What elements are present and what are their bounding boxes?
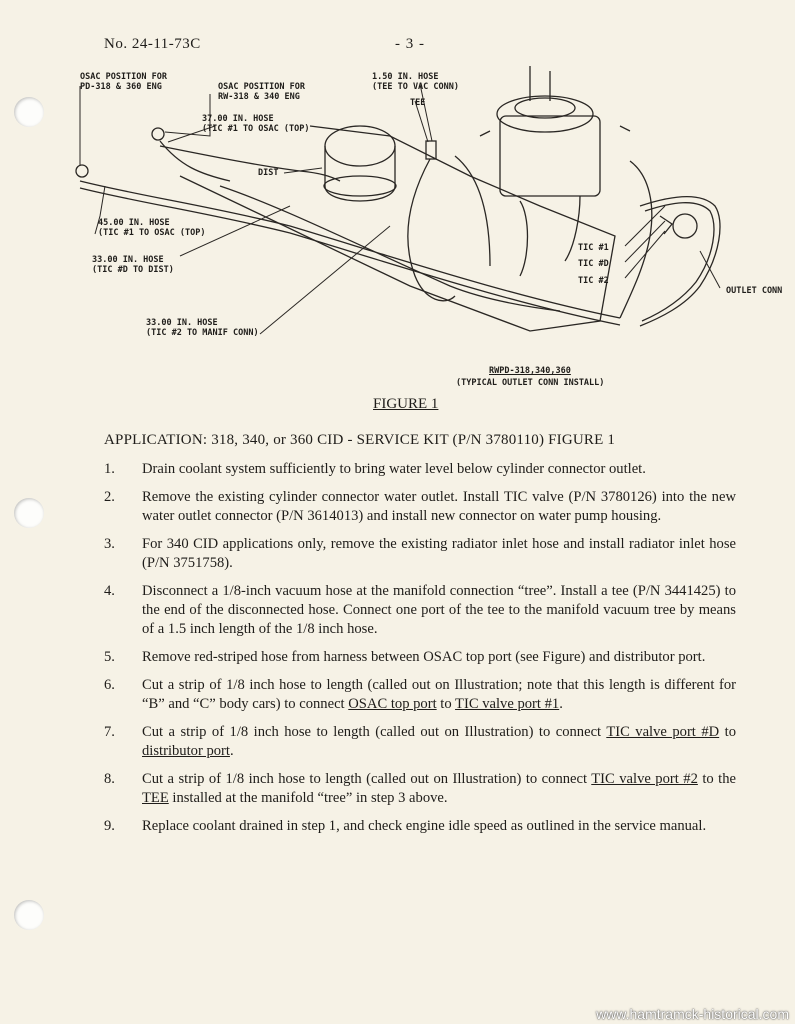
- valve-cover: [220, 186, 560, 311]
- binder-hole-middle: [14, 498, 44, 528]
- binder-hole-bottom: [14, 900, 44, 930]
- callout-hose-45: 45.00 IN. HOSE (TIC #1 TO OSAC (TOP): [98, 218, 206, 238]
- step-text-segment: .: [229, 743, 234, 759]
- callout-hose-33-manif: 33.00 IN. HOSE (TIC #2 TO MANIF CONN): [146, 318, 259, 338]
- step-text: Replace coolant drained in step 1, and check engine idle speed as outlined in the service manual.: [142, 818, 707, 834]
- step-number: 5.: [104, 649, 115, 665]
- underlined-term: OSAC top port: [348, 696, 437, 712]
- site-watermark: www.hamtramck-historical.com: [596, 1006, 789, 1022]
- step-number: 8.: [104, 771, 115, 787]
- procedure-steps: [104, 460, 736, 845]
- procedure-step: [104, 535, 736, 573]
- callout-tic-d: TIC #D: [578, 259, 609, 269]
- outlet-connector: [620, 161, 720, 326]
- step-number: 6.: [104, 677, 115, 693]
- procedure-step: [104, 582, 736, 639]
- step-text-segment: Cut a strip of 1/8 inch hose to length (called out on Illustration) to connect: [142, 771, 592, 787]
- step-text: Drain coolant system sufficiently to bring water level below cylinder connector outlet.: [142, 461, 646, 477]
- underlined-term: TIC valve port #1: [455, 696, 560, 712]
- step-text-segment: installed at the manifold “tree” in step 3 above.: [168, 790, 448, 806]
- callout-outlet-conn: OUTLET CONN: [726, 286, 783, 296]
- step-text: Disconnect a 1/8-inch vacuum hose at the manifold connection “tree”. Install a tee (P/N 3441425) to the end of the disconnected hose. Connect one port of the tee to the manifold vacuum tree by means of a 1.5 inch length of the 1/8 inch hose.: [142, 583, 736, 637]
- callout-tee: TEE: [410, 98, 426, 108]
- step-text-segment: Cut a strip of 1/8 inch hose to length (called out on Illustration) to connect: [142, 724, 607, 740]
- underlined-term: TIC valve port #D: [606, 724, 720, 740]
- procedure-step: [104, 460, 736, 479]
- binder-hole-top: [14, 97, 44, 127]
- page-number: - 3 -: [395, 36, 425, 52]
- callout-tic-1: TIC #1: [578, 243, 609, 253]
- step-number: 4.: [104, 583, 115, 599]
- step-number: 9.: [104, 818, 115, 834]
- step-text-segment: to: [719, 724, 736, 740]
- underlined-term: TEE: [142, 790, 169, 806]
- callout-hose-150: 1.50 IN. HOSE (TEE TO VAC CONN): [372, 72, 459, 92]
- underlined-term: TIC valve port #2: [591, 771, 698, 787]
- step-text-segment: to: [436, 696, 456, 712]
- carburetor: [480, 66, 630, 196]
- step-number: 7.: [104, 724, 115, 740]
- procedure-step: [104, 723, 736, 761]
- step-number: 3.: [104, 536, 115, 552]
- distributor: [324, 126, 396, 201]
- application-heading: APPLICATION: 318, 340, or 360 CID - SERVICE KIT (P/N 3780110) FIGURE 1: [104, 432, 616, 448]
- underlined-term: distributor port: [142, 743, 230, 759]
- callout-hose-37: 37.00 IN. HOSE (TIC #1 TO OSAC (TOP): [202, 114, 310, 134]
- procedure-step: [104, 676, 736, 714]
- document-number: No. 24-11-73C: [104, 36, 201, 52]
- procedure-step: [104, 488, 736, 526]
- callout-osac-rw: OSAC POSITION FOR RW-318 & 340 ENG: [218, 82, 305, 102]
- callout-dist: DIST: [258, 168, 279, 178]
- hose-harness: [80, 181, 620, 318]
- figure-caption-model: RWPD-318,340,360: [489, 366, 571, 376]
- step-text: [142, 770, 736, 808]
- engine-block-outline: [180, 126, 615, 331]
- step-text: [142, 676, 736, 714]
- step-text: Remove red-striped hose from harness between OSAC top port (see Figure) and distributor port.: [142, 649, 706, 665]
- callout-osac-pd: OSAC POSITION FOR PD-318 & 360 ENG: [80, 72, 167, 92]
- step-number: 2.: [104, 489, 115, 505]
- step-text-segment: Cut a strip of 1/8 inch hose to length (called out on Illustration; note that this length is different for “B” and “C” body cars) to connect: [142, 677, 736, 712]
- step-number: 1.: [104, 461, 115, 477]
- procedure-step: [104, 648, 736, 667]
- callout-tic-2: TIC #2: [578, 276, 609, 286]
- step-text: Remove the existing cylinder connector water outlet. Install TIC valve (P/N 3780126) into the new water outlet connector (P/N 3614013) and install new connector on water pump housing.: [142, 489, 736, 524]
- step-text: For 340 CID applications only, remove the existing radiator inlet hose and install radiator inlet hose (P/N 3751758).: [142, 536, 736, 571]
- figure-title: FIGURE 1: [373, 396, 439, 412]
- step-text-segment: .: [559, 696, 563, 712]
- procedure-step: [104, 817, 736, 836]
- figure-caption-note: (TYPICAL OUTLET CONN INSTALL): [456, 378, 605, 388]
- step-text-segment: to the: [697, 771, 736, 787]
- step-text: [142, 723, 736, 761]
- callout-hose-33-dist: 33.00 IN. HOSE (TIC #D TO DIST): [92, 255, 174, 275]
- procedure-step: [104, 770, 736, 808]
